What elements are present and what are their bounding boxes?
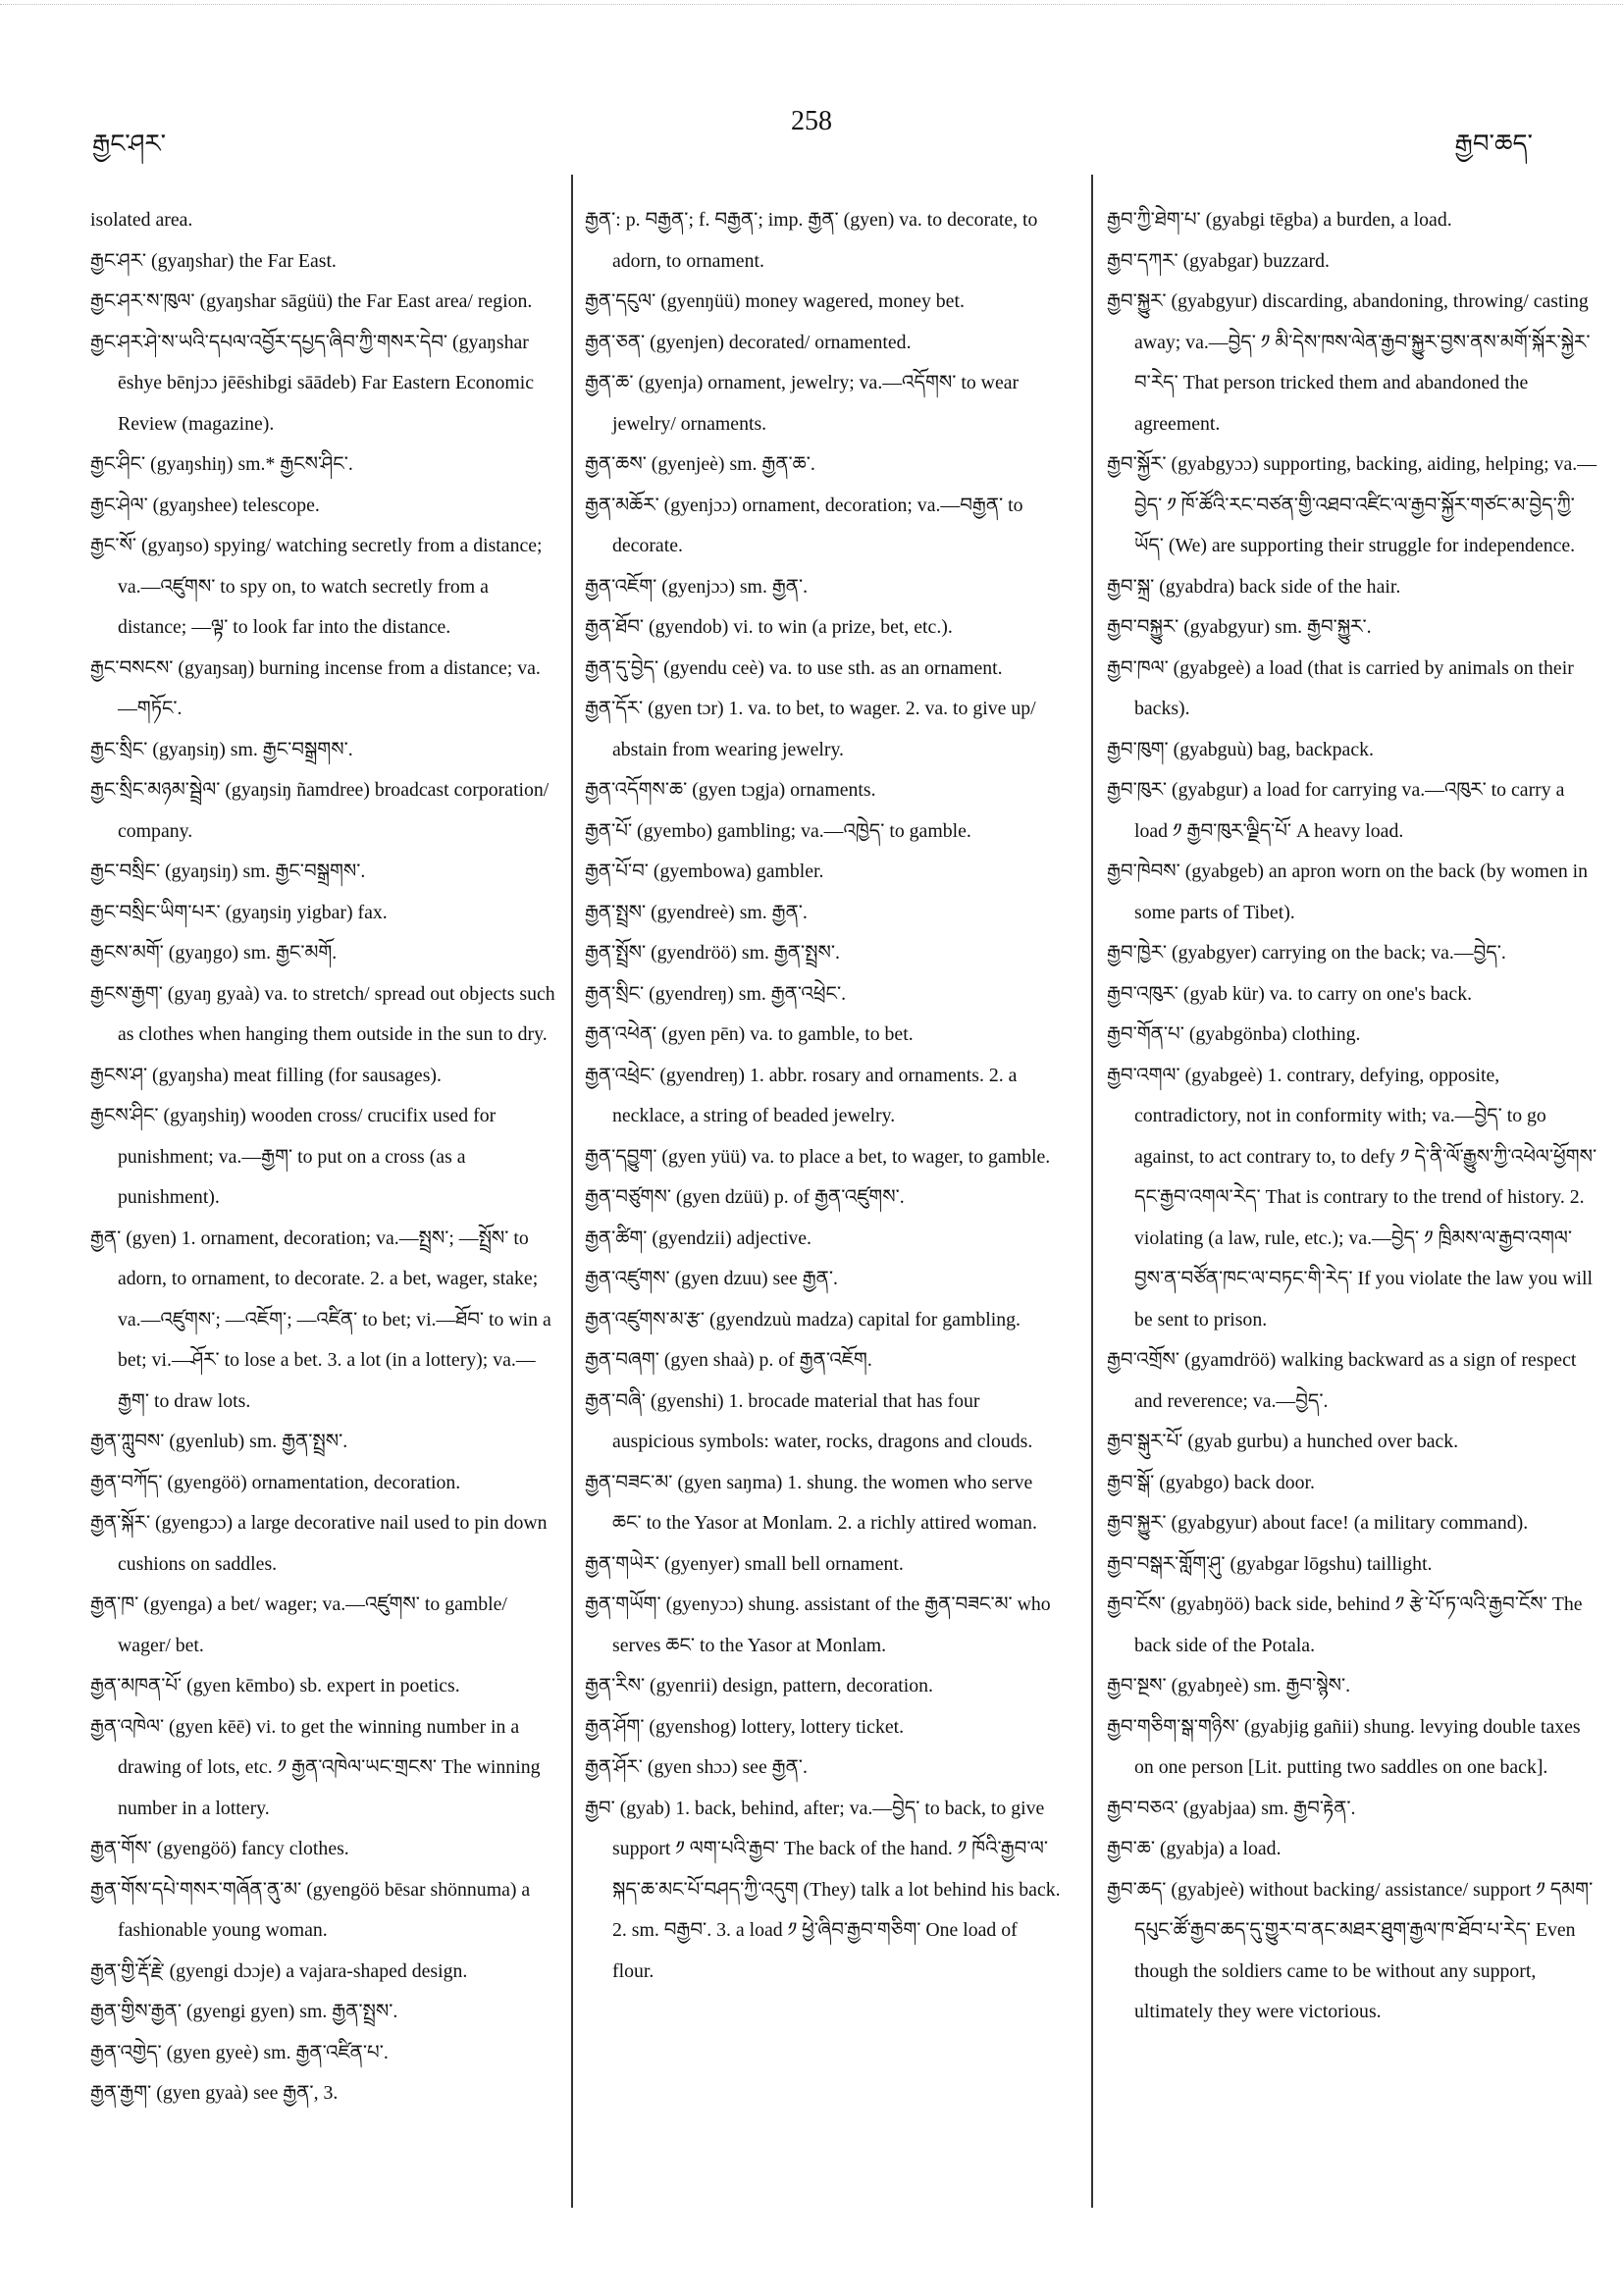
dictionary-entry: རྒྱན་རྒྱག་ (gyen gyaà) see རྒྱན་, 3. bbox=[90, 2082, 339, 2104]
dictionary-entry: རྒྱབ་བསྐྱུར་ (gyabgyur) sm. རྒྱབ་སྐྱུར་. bbox=[1107, 616, 1372, 638]
dictionary-entry: རྒྱན་འགྱེད་ (gyen gyeè) sm. རྒྱན་འཛིན་པ་. bbox=[90, 2041, 389, 2063]
dictionary-entry: རྒྱན་པོ་ (gyembo) gambling; va.—འཁྱེད་ to gamble. bbox=[585, 819, 971, 842]
dictionary-entry: རྒྱབ་གོན་པ་ (gyabgönba) clothing. bbox=[1107, 1023, 1361, 1045]
running-head-right: རྒྱབ་ཆད་ bbox=[1454, 130, 1533, 159]
column-divider bbox=[1091, 175, 1093, 2208]
dictionary-entry: རྒྱན་འཛུགས་ (gyen dzuu) see རྒྱན་. bbox=[585, 1268, 838, 1289]
dictionary-entry: རྒྱངས་ཤིང་ (gyaŋshiŋ) wooden cross/ crucifix used for punishment; va.—རྒྱག་ to put on a cross (as a punishment). bbox=[90, 1105, 497, 1208]
dictionary-entry: རྒྱབ་སྒུར་པོ་ (gyab gurbu) a hunched over back. bbox=[1107, 1431, 1459, 1452]
dictionary-entry: རྒྱང་ཤར་ (gyaŋshar) the Far East. bbox=[90, 249, 337, 272]
dictionary-entry: རྒྱན་ཆ་ (gyenja) ornament, jewelry; va.—འདོགས་ to wear jewelry/ ornaments. bbox=[585, 372, 1020, 435]
dictionary-entry: རྒྱབ་ངོས་ (gyabŋöö) back side, behind ༡ རྩེ་པོ་ཏ་ལའི་རྒྱབ་ངོས་ The back side of the Potala. bbox=[1107, 1593, 1583, 1656]
dictionary-entry: རྒྱན་ཚིག་ (gyendzii) adjective. bbox=[585, 1226, 812, 1249]
dictionary-entry: རྒྱན་ཤོག་ (gyenshog) lottery, lottery ticket. bbox=[585, 1715, 905, 1738]
dictionary-entry: རྒྱན་གྱིས་རྒྱན་ (gyengi gyen) sm. རྒྱན་སྤྲས་. bbox=[90, 2001, 398, 2022]
dictionary-entry: རྒྱབ་འགལ་ (gyabgeè) 1. contrary, defying, opposite, contradictory, not in conformity with; va.—བྱེད་ to go against, to act contrary to, to defy ༡ དེ་ནི་ལོ་རྒྱུས་ཀྱི་འཕེལ་ཕྱོགས་དང་རྒྱབ་འགལ་རེད་ That is contrary to the trend of history. 2. violating (a law, rule, etc.); va.—བྱེད་ ༡ ཁྲིམས་ལ་རྒྱབ་འགལ་བྱས་ན་བཙོན་ཁང་ལ་བཏང་གི་རེད་ If you violate the law you will be sent to prison. bbox=[1107, 1064, 1597, 1331]
dictionary-entry: རྒྱབ་བཅའ་ (gyabjaa) sm. རྒྱབ་རྟེན་. bbox=[1107, 1797, 1356, 1819]
dictionary-entry: རྒྱན་འཇོག་ (gyenjɔɔ) sm. རྒྱན་. bbox=[585, 575, 809, 598]
dictionary-entry: རྒྱབ་ཁུག་ (gyabguù) bag, backpack. bbox=[1107, 738, 1374, 760]
dictionary-entry: རྒྱབ་བསྒར་གློག་ཤུ་ (gyabgar lōgshu) taillight. bbox=[1107, 1552, 1433, 1575]
dictionary-entry: རྒྱན་བཀོད་ (gyengöö) ornamentation, decoration. bbox=[90, 1471, 461, 1493]
running-head-left: རྒྱང་ཤར་ bbox=[92, 130, 167, 159]
dictionary-entry: རྒྱབ་འཁུར་ (gyab kür) va. to carry on one's back. bbox=[1107, 982, 1473, 1005]
dictionary-entry: རྒྱན་ (gyen) 1. ornament, decoration; va.—སྤྲས་; —སྤྲོས་ to adorn, to ornament, to decorate. 2. a bet, wager, stake; va.—འཛུགས་; —འཇོག་; —འཛིན་ to bet; vi.—ཐོབ་ to win a bet; vi.—ཤོར་ to lose a bet. 3. a lot (in a lottery); va.—རྒྱག་ to draw lots. bbox=[90, 1226, 551, 1412]
dictionary-entry: རྒྱངས་མགོ་ (gyaŋgo) sm. རྒྱང་མགོ. bbox=[90, 942, 338, 964]
dictionary-entry: རྒྱན་འཕྲེང་ (gyendreŋ) 1. abbr. rosary and ornaments. 2. a necklace, a string of beaded jewelry. bbox=[585, 1064, 1018, 1126]
dictionary-entry: རྒྱབ་ཁུར་ (gyabgur) a load for carrying va.—འཁུར་ to carry a load ༡ རྒྱབ་ཁུར་ལྗིད་པོ་ A heavy load. bbox=[1107, 779, 1565, 842]
dictionary-entry: རྒྱན་གཡེར་ (gyenyer) small bell ornament. bbox=[585, 1552, 904, 1575]
dictionary-entry: རྒྱབ་སྐྲ་ (gyabdra) back side of the hair. bbox=[1107, 575, 1401, 598]
dictionary-entry: isolated area. bbox=[90, 209, 193, 231]
dictionary-entry: རྒྱངས་རྒྱག་ (gyaŋ gyaà) va. to stretch/ spread out objects such as clothes when hanging them outside in the sun to dry. bbox=[90, 982, 555, 1045]
dictionary-entry: རྒྱབ་དཀར་ (gyabgar) buzzard. bbox=[1107, 249, 1330, 272]
dictionary-entry: རྒྱབ་སྐྱུར་ (gyabgyur) about face! (a military command). bbox=[1107, 1512, 1529, 1534]
dictionary-column-2 bbox=[585, 200, 1062, 1992]
dictionary-entry: རྒྱབ་ཁལ་ (gyabgeè) a load (that is carried by animals on their backs). bbox=[1107, 656, 1574, 719]
dictionary-entry: རྒྱན་དུ་བྱེད་ (gyendu ceè) va. to use sth. as an ornament. bbox=[585, 656, 1003, 679]
dictionary-entry: རྒྱན་འཁེལ་ (gyen kēē) vi. to get the winning number in a drawing of lots, etc. ༡ རྒྱན་འཁེལ་ཡང་གྲངས་ The winning number in a lottery. bbox=[90, 1715, 541, 1819]
dictionary-entry: རྒྱབ་ཁེབས་ (gyabgeb) an apron worn on the back (by women in some parts of Tibet). bbox=[1107, 861, 1589, 923]
dictionary-column-3 bbox=[1107, 200, 1597, 2033]
scan-top-edge bbox=[0, 4, 1623, 11]
dictionary-entry: རྒྱན་ཁ་ (gyenga) a bet/ wager; va.—འཛུགས་ to gamble/ wager/ bet. bbox=[90, 1593, 507, 1656]
dictionary-entry: རྒྱབ་ཁྱེར་ (gyabgyer) carrying on the back; va.—བྱེད་. bbox=[1107, 942, 1506, 964]
dictionary-entry: རྒྱང་ཤིང་ (gyaŋshiŋ) sm.* རྒྱངས་ཤིང་. bbox=[90, 453, 353, 475]
dictionary-entry: རྒྱང་ཤར་ས་ཁུལ་ (gyaŋshar sāgüü) the Far East area/ region. bbox=[90, 290, 533, 312]
dictionary-entry: རྒྱན་སྐོར་ (gyengɔɔ) a large decorative nail used to pin down cushions on saddles. bbox=[90, 1512, 548, 1575]
dictionary-entry: རྒྱབ་སྐྱུར་ (gyabgyur) discarding, abandoning, throwing/ casting away; va.—བྱེད་ ༡ མི་དེས་ཁས་ལེན་རྒྱབ་སྐྱུར་བྱས་ནས་མགོ་སྐོར་སྐྱེར་བ་རེད་ That person tricked them and abandoned the agreement. bbox=[1107, 290, 1591, 435]
dictionary-entry: རྒྱང་སོ་ (gyaŋso) spying/ watching secretly from a distance; va.—འཛུགས་ to spy on, to watch secretly from a distance; —ལྟ་ to look far into the distance. bbox=[90, 535, 543, 638]
dictionary-entry: རྒྱན་ཤོར་ (gyen shɔɔ) see རྒྱན་. bbox=[585, 1756, 808, 1778]
page-number: 258 bbox=[791, 106, 832, 136]
dictionary-entry: རྒྱན་དབྱུག་ (gyen yüü) va. to place a bet, to wager, to gamble. bbox=[585, 1145, 1051, 1168]
dictionary-column-1 bbox=[90, 200, 559, 2114]
dictionary-entry: རྒྱང་བསྲིང་ (gyaŋsiŋ) sm. རྒྱང་བསྒྲགས་. bbox=[90, 861, 366, 882]
dictionary-entry: རྒྱན་སྤྲས་ (gyendreè) sm. རྒྱན་. bbox=[585, 901, 808, 923]
dictionary-entry: རྒྱན་གོས་ (gyengöö) fancy clothes. bbox=[90, 1838, 349, 1859]
dictionary-entry: རྒྱང་བསྲིང་ཡིག་པར་ (gyaŋsiŋ yigbar) fax. bbox=[90, 901, 388, 923]
dictionary-entry: རྒྱན་རིས་ (gyenrii) design, pattern, decoration. bbox=[585, 1675, 933, 1696]
dictionary-entry: རྒྱང་བསངས་ (gyaŋsaŋ) burning incense from a distance; va.—གཏོང་. bbox=[90, 656, 541, 719]
dictionary-entry: རྒྱབ་ (gyab) 1. back, behind, after; va.—བྱེད་ to back, to give support ༡ ལག་པའི་རྒྱབ་ The back of the hand. ༡ ཁོའི་རྒྱབ་ལ་སྐད་ཆ་མང་པོ་བཤད་ཀྱི་འདུག (They) talk a lot behind his back. 2. sm. བརྒྱབ་. 3. a load ༡ ཕྱེ་ཞིབ་རྒྱབ་གཅིག་ One load of flour. bbox=[585, 1797, 1061, 1982]
dictionary-entry: རྒྱན་བཞག་ (gyen shaà) p. of རྒྱན་འཇོག. bbox=[585, 1349, 872, 1371]
column-divider bbox=[571, 175, 573, 2208]
dictionary-entry: རྒྱན་: p. བརྒྱན་; f. བརྒྱན་; imp. རྒྱན་ (gyen) va. to decorate, to adorn, to ornament. bbox=[585, 209, 1038, 272]
dictionary-entry: རྒྱབ་ཆ་ (gyabja) a load. bbox=[1107, 1838, 1282, 1859]
dictionary-entry: རྒྱན་ཐོབ་ (gyendob) vi. to win (a prize, bet, etc.). bbox=[585, 616, 953, 638]
dictionary-entry: རྒྱང་སྲིང་མཉམ་སྦྲེལ་ (gyaŋsiŋ ñamdree) broadcast corporation/ company. bbox=[90, 779, 550, 842]
dictionary-entry: རྒྱབ་སྐྱོར་ (gyabgyɔɔ) supporting, backing, aiding, helping; va.—བྱེད་ ༡ ཁོ་ཚོའི་རང་བཙན་གྱི་འཐབ་འཛིང་ལ་རྒྱབ་སྐྱོར་གཙང་མ་བྱེད་ཀྱི་ཡོད་ (We) are supporting their struggle for independence. bbox=[1107, 453, 1597, 556]
dictionary-entry: རྒྱབ་སྒོ་ (gyabgo) back door. bbox=[1107, 1471, 1315, 1493]
dictionary-entry: རྒྱངས་ཤ་ (gyaŋsha) meat filling (for sausages). bbox=[90, 1064, 442, 1086]
dictionary-entry: རྒྱན་གོས་དཔེ་གསར་གཞོན་ནུ་མ་ (gyengöö bēsar shönnuma) a fashionable young woman. bbox=[90, 1878, 531, 1941]
dictionary-entry: རྒྱན་སྲིང་ (gyendreŋ) sm. རྒྱན་འཕྲེང་. bbox=[585, 982, 847, 1005]
dictionary-entry: རྒྱན་འཕེན་ (gyen pēn) va. to gamble, to bet. bbox=[585, 1023, 914, 1045]
dictionary-entry: རྒྱབ་གཅིག་སྒ་གཉིས་ (gyabjig gañii) shung. levying double taxes on one person [Lit. putting two saddles on one back]. bbox=[1107, 1715, 1581, 1778]
dictionary-entry: རྒྱན་དོར་ (gyen tɔr) 1. va. to bet, to wager. 2. va. to give up/ abstain from wearing jewelry. bbox=[585, 698, 1036, 760]
dictionary-entry: རྒྱན་དངུལ་ (gyenŋüü) money wagered, money bet. bbox=[585, 290, 965, 312]
dictionary-entry: རྒྱན་མཆོར་ (gyenjɔɔ) ornament, decoration; va.—བརྒྱན་ to decorate. bbox=[585, 494, 1023, 556]
dictionary-entry: རྒྱན་བཞི་ (gyenshi) 1. brocade material that has four auspicious symbols: water, rocks, dragons and clouds. bbox=[585, 1389, 1033, 1452]
dictionary-entry: རྒྱན་ཀླུབས་ (gyenlub) sm. རྒྱན་སྤྲས་. bbox=[90, 1431, 348, 1452]
dictionary-entry: རྒྱན་ཅན་ (gyenjen) decorated/ ornamented. bbox=[585, 331, 912, 353]
dictionary-entry: རྒྱབ་འགྲོས་ (gyamdröö) walking backward as a sign of respect and reverence; va.—བྱེད་. bbox=[1107, 1349, 1577, 1412]
dictionary-entry: རྒྱབ་ཀྱི་ཐེག་པ་ (gyabgi tēgba) a burden, a load. bbox=[1107, 209, 1452, 231]
dictionary-entry: རྒྱབ་ཆད་ (gyabjeè) without backing/ assistance/ support ༡ དམག་དཔུང་ཚོ་རྒྱབ་ཆད་དུ་གྱུར་བ་ནང་མཐར་ཐུག་རྒྱལ་ཁ་ཐོབ་པ་རེད་ Even though the soldiers came to be without any support, ultimately they were victorious. bbox=[1107, 1878, 1594, 2022]
dictionary-entry: རྒྱབ་སྔས་ (gyabŋeè) sm. རྒྱབ་སྙེས་. bbox=[1107, 1675, 1351, 1696]
dictionary-entry: རྒྱན་བཟང་མ་ (gyen saŋma) 1. shung. the women who serve ཆང་ to the Yasor at Monlam. 2. a richly attired woman. bbox=[585, 1471, 1037, 1534]
dictionary-entry: རྒྱན་སྤྲོས་ (gyendröö) sm. རྒྱན་སྤྲས་. bbox=[585, 942, 840, 964]
dictionary-entry: རྒྱང་ཤེལ་ (gyaŋshee) telescope. bbox=[90, 494, 320, 516]
dictionary-entry: རྒྱན་མཁན་པོ་ (gyen kēmbo) sb. expert in poetics. bbox=[90, 1675, 460, 1696]
dictionary-entry: རྒྱན་གཡོག་ (gyenyɔɔ) shung. assistant of the རྒྱན་བཟང་མ་ who serves ཆང་ to the Yasor at Monlam. bbox=[585, 1593, 1051, 1656]
dictionary-entry: རྒྱན་ཆས་ (gyenjeè) sm. རྒྱན་ཆ་. bbox=[585, 453, 815, 475]
dictionary-entry: རྒྱན་པོ་བ་ (gyembowa) gambler. bbox=[585, 861, 824, 882]
dictionary-entry: རྒྱན་བཙུགས་ (gyen dzüü) p. of རྒྱན་འཛུགས་. bbox=[585, 1186, 905, 1208]
dictionary-entry: རྒྱང་སྲིང་ (gyaŋsiŋ) sm. རྒྱང་བསྒྲགས་. bbox=[90, 738, 353, 760]
dictionary-entry: རྒྱན་གྱི་རྡོ་རྗེ་ (gyengi dɔɔje) a vajara-shaped design. bbox=[90, 1959, 468, 1982]
dictionary-entry: རྒྱན་འདོགས་ཆ་ (gyen tɔgja) ornaments. bbox=[585, 779, 876, 801]
dictionary-entry: རྒྱན་འཛུགས་མ་རྩ་ (gyendzuù madza) capital for gambling. bbox=[585, 1308, 1021, 1331]
dictionary-entry: རྒྱང་ཤར་ཤེ་ས་ཡའི་དཔལ་འབྱོར་དཔྱད་ཞིབ་ཀྱི་གསར་དེབ་ (gyaŋshar ēshye bēnjɔɔ jēēshibgi sāādeb) Far Eastern Economic Review (magazine). bbox=[90, 331, 535, 435]
